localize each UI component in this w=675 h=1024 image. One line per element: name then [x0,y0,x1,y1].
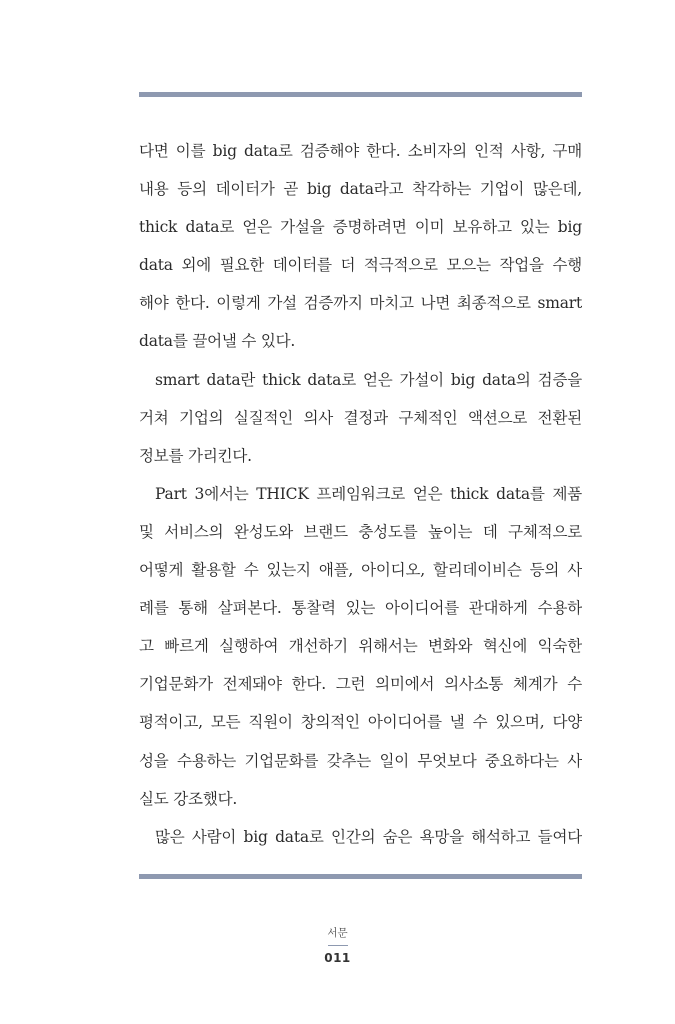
text-line: 내용 등의 데이터가 곧 big data라고 착각하는 기업이 많은데, [139,180,582,199]
text-line: data를 끌어낼 수 있다. [139,332,296,351]
text-line: 례를 통해 살펴본다. 통찰력 있는 아이디어를 관대하게 수용하 [139,599,582,618]
text-line: 다면 이를 big data로 검증해야 한다. 소비자의 인적 사항, 구매 [139,142,582,160]
body-text [139,132,582,856]
text-line: 고 빠르게 실행하여 개선하기 위해서는 변화와 혁신에 익숙한 [139,637,582,656]
top-rule [139,92,582,97]
text-line: 성을 수용하는 기업문화를 갖추는 일이 무엇보다 중요하다는 사 [139,751,582,770]
page-footer [0,926,675,965]
text-line: 평적이고, 모든 직원이 창의적인 아이디어를 낼 수 있으며, 다양 [139,713,582,732]
text-line: smart data란 thick data로 얻은 가설이 big data의 검증을 [155,370,582,389]
text-line: thick data로 얻은 가설을 증명하려면 이미 보유하고 있는 big [139,218,582,237]
footer-divider [328,945,348,946]
bottom-rule [139,874,582,879]
text-line: 많은 사람이 big data로 인간의 숨은 욕망을 해석하고 들여다 [155,827,582,846]
text-line: 및 서비스의 완성도와 브랜드 충성도를 높이는 데 구체적으로 [139,522,582,541]
page-number: 011 [324,951,351,965]
text-line: 거쳐 기업의 실질적인 의사 결정과 구체적인 액션으로 전환된 [139,408,582,427]
text-line: data 외에 필요한 데이터를 더 적극적으로 모으는 작업을 수행 [139,256,582,275]
text-line: 정보를 가리킨다. [139,446,252,465]
text-line: 기업문화가 전제돼야 한다. 그런 의미에서 의사소통 체계가 수 [139,675,582,694]
text-line: 해야 한다. 이렇게 가설 검증까지 마치고 나면 최종적으로 smart [139,294,582,313]
text-line: 실도 강조했다. [139,789,238,808]
text-line: Part 3에서는 THICK 프레임워크로 얻은 thick data를 제품 [155,484,582,503]
section-title: 서문 [327,927,348,939]
text-line: 어떻게 활용할 수 있는지 애플, 아이디오, 할리데이비슨 등의 사 [139,561,582,580]
